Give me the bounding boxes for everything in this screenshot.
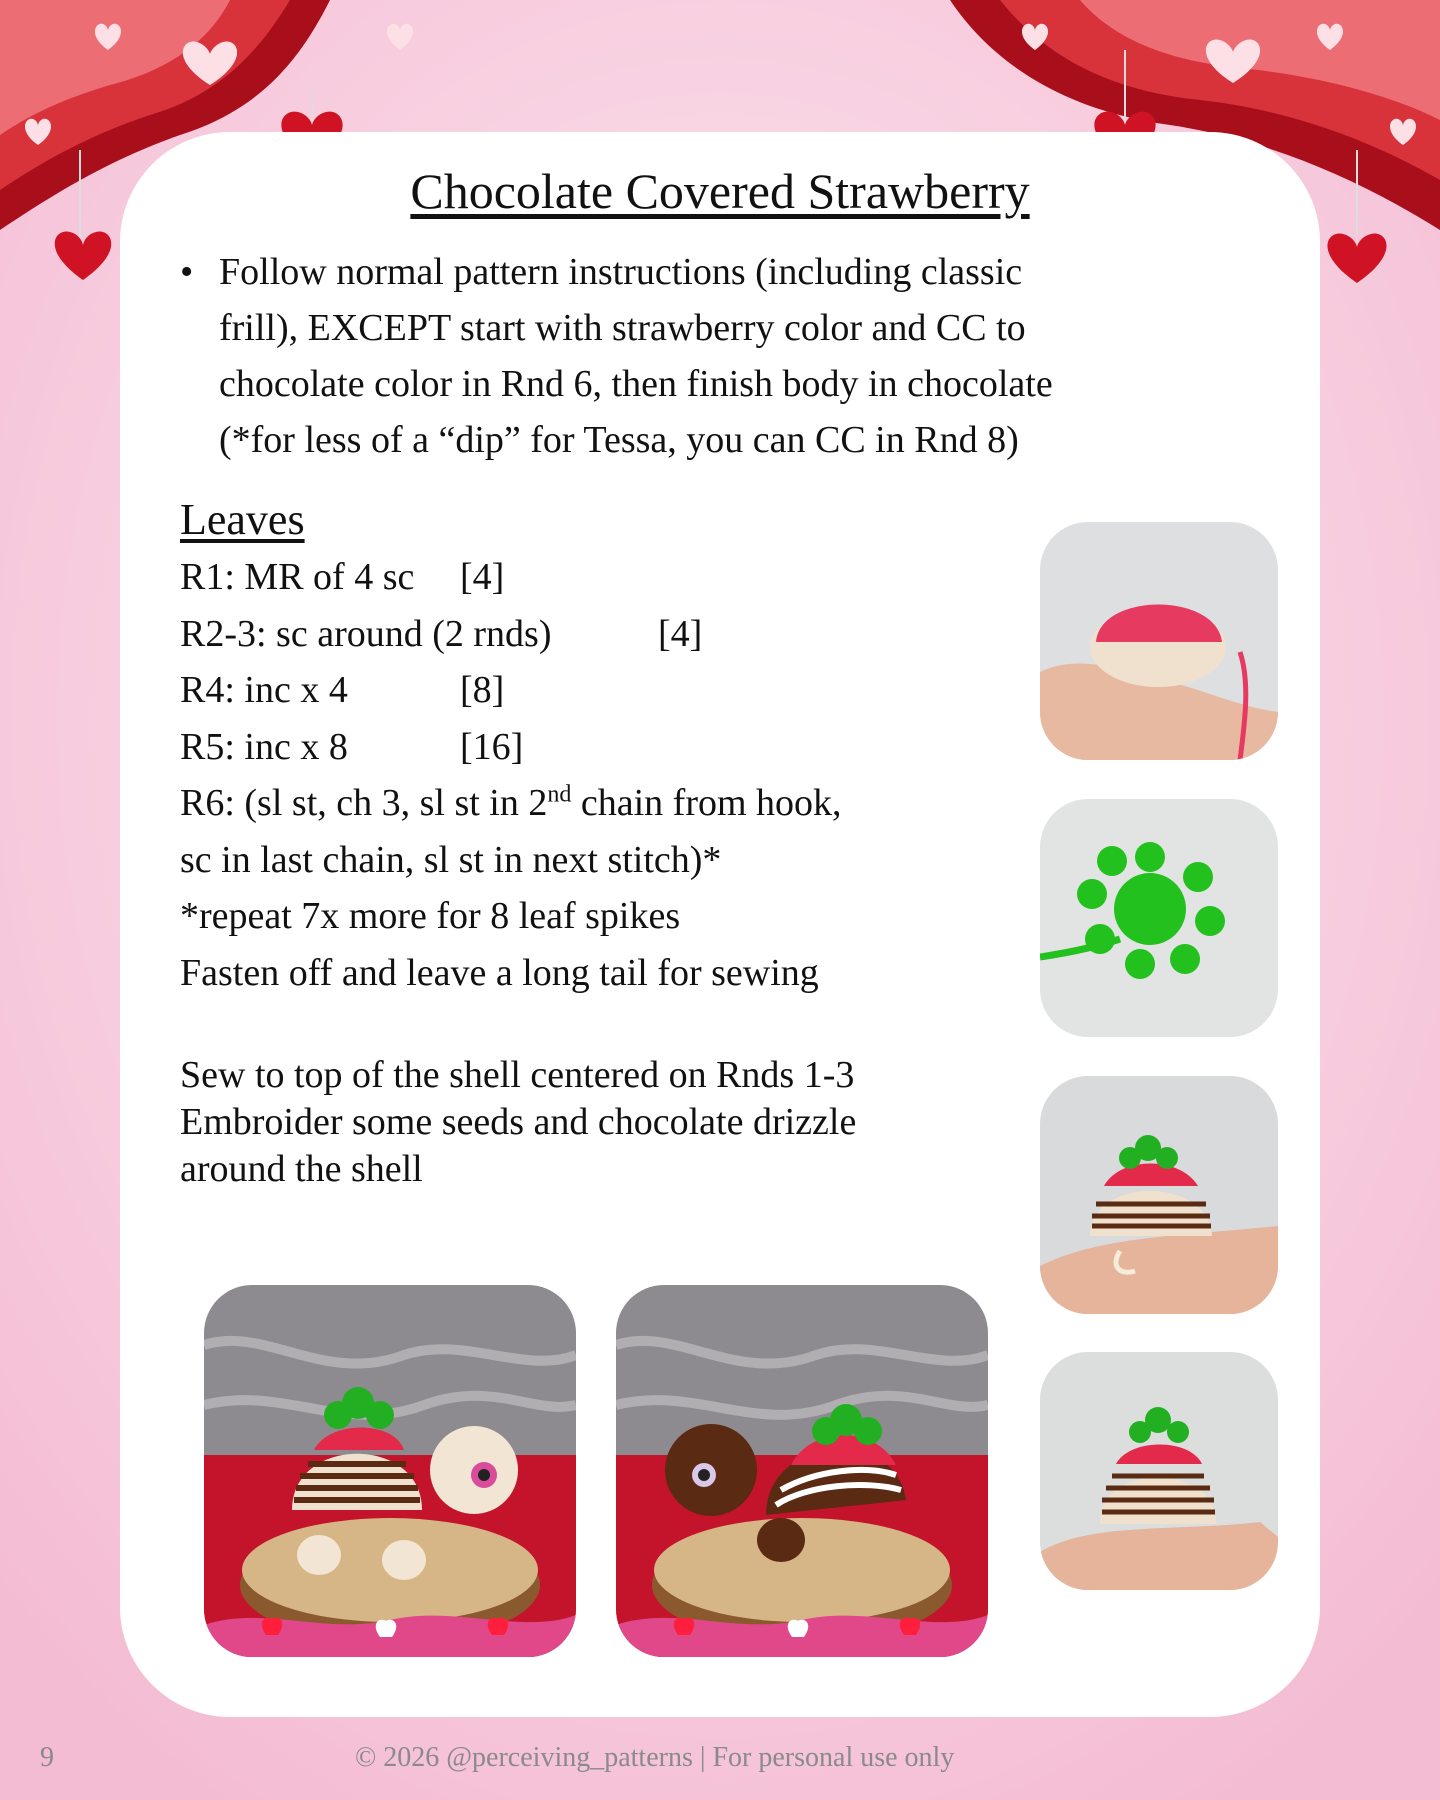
intro-line: (*for less of a “dip” for Tessa, you can CC in Rnd 8) — [219, 419, 1019, 461]
sew-line: Sew to top of the shell centered on Rnds 1-3 — [180, 1054, 855, 1096]
fasten-note: Fasten off and leave a long tail for sewing — [180, 951, 819, 994]
repeat-note: *repeat 7x more for 8 leaf spikes — [180, 895, 681, 937]
step-r6-cont: sc in last chain, sl st in next stitch)* — [180, 838, 722, 881]
step-text: R2-3: sc around (2 rnds) — [180, 612, 552, 655]
photo-green-leaves — [1040, 799, 1278, 1037]
stitch-count: [16] — [460, 725, 524, 768]
step-r4 — [180, 662, 1040, 719]
photo-turtle-cream — [204, 1285, 576, 1657]
sew-instructions — [180, 1052, 1040, 1193]
step-r6 — [180, 775, 1040, 832]
intro-bullet — [180, 244, 1260, 468]
leaves-steps — [180, 549, 1040, 1001]
intro-line: frill), EXCEPT start with strawberry color and CC to — [219, 307, 1026, 349]
leaves-heading: Leaves — [180, 495, 305, 544]
copyright-footer: © 2026 @perceiving_patterns | For personal use only — [355, 1742, 955, 1773]
step-text: R5: inc x 8 — [180, 725, 348, 768]
step-r2-3 — [180, 606, 1040, 663]
ordinal-suffix: nd — [547, 781, 572, 808]
step-text: R1: MR of 4 sc — [180, 556, 415, 598]
step-text: chain from hook, — [571, 782, 842, 824]
step-r1 — [180, 549, 1040, 606]
page-number: 9 — [40, 1742, 54, 1773]
intro-line: chocolate color in Rnd 6, then finish body in chocolate — [219, 363, 1053, 405]
page-title: Chocolate Covered Strawberry — [410, 163, 1030, 219]
intro-text — [219, 244, 1260, 468]
bullet-icon: • — [180, 251, 194, 293]
step-text: R6: (sl st, ch 3, sl st in 2 — [180, 782, 548, 824]
step-text: R4: inc x 4 — [180, 669, 348, 711]
sew-line: around the shell — [180, 1148, 423, 1190]
photo-shell-with-leaves — [1040, 1076, 1278, 1314]
intro-line: Follow normal pattern instructions (including classic — [219, 251, 1023, 293]
photo-strawberry-shell-start — [1040, 522, 1278, 760]
step-r5 — [180, 719, 1040, 776]
photo-finished-shell — [1040, 1352, 1278, 1590]
sew-line: Embroider some seeds and chocolate drizzle — [180, 1101, 857, 1143]
stitch-count: [4] — [460, 556, 505, 598]
stitch-count: [8] — [460, 669, 505, 711]
photo-turtle-chocolate — [616, 1285, 988, 1657]
stitch-count: [4] — [658, 612, 703, 655]
